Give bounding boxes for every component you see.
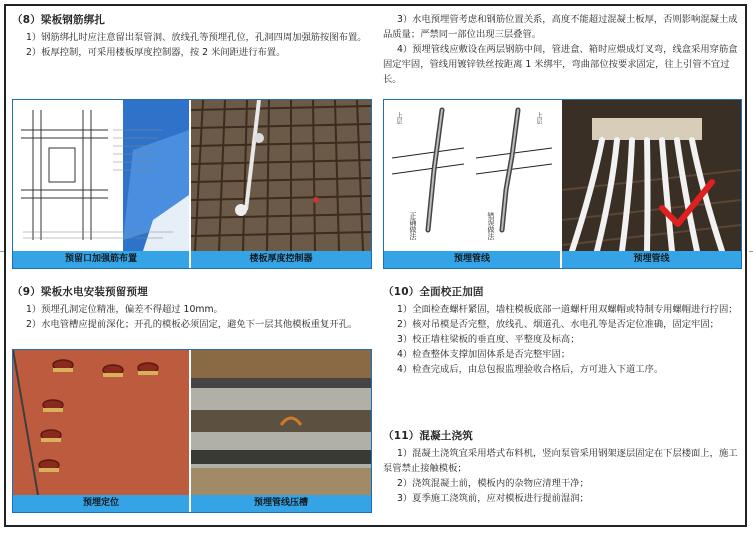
diagram-label-wrong: 错误做法 (487, 212, 495, 240)
margin-tick (0, 251, 4, 252)
opening-drawing (13, 100, 189, 251)
photo-embedded-position (13, 350, 191, 512)
sleeves-photo (13, 350, 189, 495)
section-8-p1: 1）钢筋绑扎时应注意留出泵管洞、放线孔等预埋孔位，孔洞四周加强筋按图布置。 (25, 32, 367, 43)
pipes-on-rebar-photo (562, 100, 741, 251)
photo-row-3 (383, 99, 742, 269)
section-9-p1: 1）预埋孔洞定位精准，偏差不得超过 10mm。 (25, 304, 223, 315)
section-10-p3: 3）校正墙柱梁板的垂直度、平整度及标高； (396, 334, 580, 345)
photo-row-2 (12, 349, 372, 513)
photo-caption: 预留口加强筋布置 (13, 251, 189, 268)
section-8-title: （8）梁板钢筋绑扎 (12, 14, 106, 26)
section-9 (12, 284, 372, 332)
section-8-p2: 2）板厚控制，可采用楼板厚度控制器，按 2 米间距进行布置。 (25, 47, 286, 58)
section-10-title: （10）全面校正加固 (383, 286, 484, 298)
photo-caption: 预埋管线 (562, 251, 741, 268)
photo-pipe-groove (191, 350, 371, 512)
left-column (12, 12, 372, 60)
pipe-photo (562, 100, 741, 268)
diagram-small-label: 上层 (535, 112, 542, 124)
section-10-p5: 4）检查完成后，由总包报监理验收合格后，方可进入下道工序。 (396, 364, 664, 375)
photo-row-1 (12, 99, 372, 269)
diagram-label-correct: 正确做法 (409, 212, 417, 240)
photo-caption: 预埋管线 (384, 251, 560, 268)
section-9-p2: 2）水电管槽应提前深化；开孔的模板必须固定，避免下一层其他模板重复开孔。 (25, 319, 358, 330)
photo-caption: 预埋定位 (13, 495, 189, 512)
photo-caption: 预埋管线压槽 (191, 495, 371, 512)
section-11-p3: 3）夏季施工浇筑前，应对模板进行提前湿润； (396, 493, 589, 504)
section-11-p1: 1）混凝土浇筑宜采用塔式布料机，竖向泵管采用钢架逐层固定在下层楼面上，施工泵管禁止接触模板； (383, 448, 738, 474)
photo-slab-thickness (191, 100, 371, 268)
section-11 (383, 428, 743, 506)
section-10-p2: 2）核对吊模是否完整，放线孔、烟道孔、水电孔等是否定位准确，固定牢固； (396, 319, 719, 330)
diagram-small-label: 上层 (395, 112, 402, 124)
groove-photo (191, 350, 371, 495)
section-11-p2: 2）浇筑混凝土前，模板内的杂物应清理干净； (396, 478, 589, 489)
rebar-mesh-photo (191, 100, 371, 251)
photo-caption: 楼板厚度控制器 (191, 251, 371, 268)
section-10-p1: 1）全面检查螺杆紧固，墙柱模板底部一道螺杆用双螺帽或特制专用螺帽进行拧固； (396, 304, 738, 315)
pipe-diagram (384, 100, 562, 268)
pipe-p4: 4）预埋管线应敷设在两层钢筋中间，管进盒、箱时应煨成灯叉弯，线盒采用穿筋盒固定牢固，管线用镀锌铁丝按距离 1 米绑牢，弯曲部位按要求固定，往上引管不宜过长。 (383, 44, 738, 85)
section-10 (383, 284, 743, 377)
right-column-top (383, 12, 743, 87)
margin-tick (749, 251, 753, 252)
photo-rebar-opening (13, 100, 191, 268)
section-11-title: （11）混凝土浇筑 (383, 430, 473, 442)
section-9-title: （9）梁板水电安装预留预埋 (12, 286, 148, 298)
pipe-p3: 3）水电预埋管考虑和钢筋位置关系，高度不能超过混凝土板厚，否则影响混凝土成品质量；严禁同一部位出现三层叠管。 (383, 14, 738, 40)
section-10-p4: 4）检查整体支撑加固体系是否完整牢固； (396, 349, 571, 360)
